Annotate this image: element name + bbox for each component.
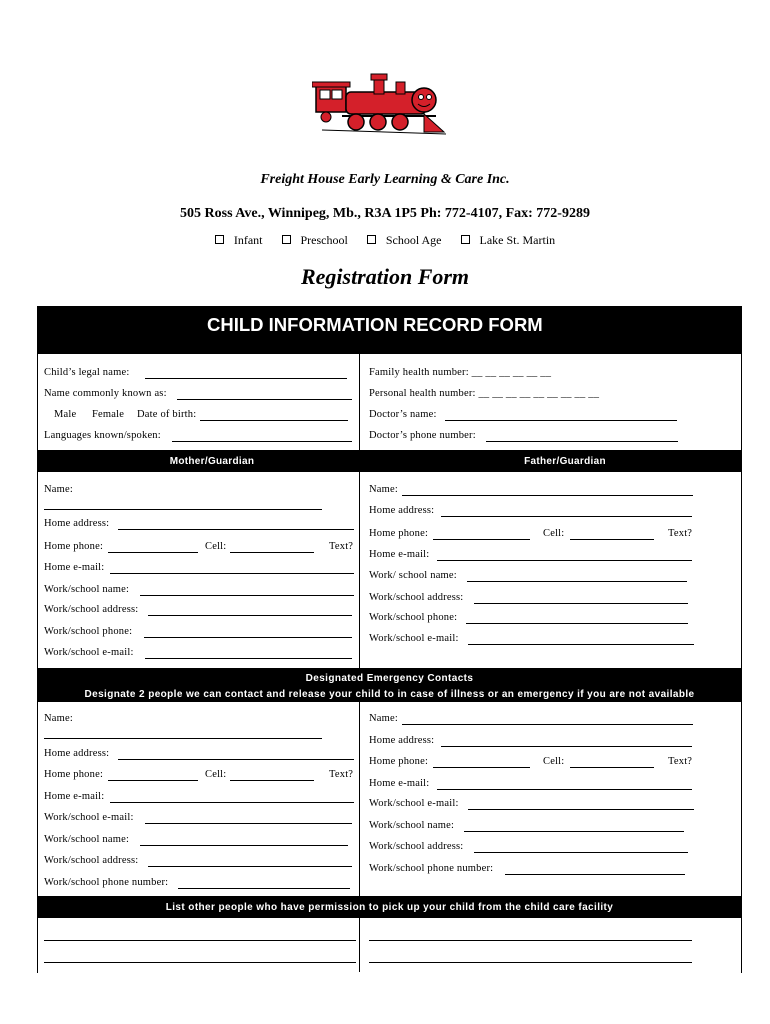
contact1-address-field[interactable] bbox=[118, 759, 354, 760]
parents-header bbox=[37, 450, 742, 472]
form-title: Registration Form bbox=[300, 264, 470, 289]
contact2-name-field[interactable] bbox=[402, 724, 693, 725]
pickup-line[interactable] bbox=[44, 940, 356, 941]
program-label: School Age bbox=[385, 233, 442, 247]
contact1-work-email-field[interactable] bbox=[145, 823, 352, 824]
father-work-phone-field[interactable] bbox=[466, 623, 688, 624]
contact2-text-label: Text? bbox=[668, 756, 693, 767]
checkbox-infant[interactable] bbox=[215, 235, 224, 244]
doctor-name-field[interactable] bbox=[445, 420, 677, 421]
father-text-label: Text? bbox=[668, 528, 693, 539]
mother-work-name-field[interactable] bbox=[140, 595, 354, 596]
contact2-cell-label: Cell: bbox=[543, 756, 565, 767]
child-legal-name-label: Child’s legal name: bbox=[44, 367, 130, 378]
mother-email-field[interactable] bbox=[110, 573, 354, 574]
divider bbox=[359, 354, 360, 450]
contact2-work-phone-field[interactable] bbox=[505, 874, 685, 875]
contact2-cell-field[interactable] bbox=[570, 767, 654, 768]
contact1-name-field[interactable] bbox=[44, 738, 322, 739]
mother-work-address-field[interactable] bbox=[148, 615, 352, 616]
divider bbox=[359, 472, 360, 668]
program-label: Preschool bbox=[300, 233, 348, 247]
emergency-subtitle: Designate 2 people we can contact and release your child to in case of illness or an emergency if you are not available bbox=[84, 689, 695, 700]
contact2-address-label: Home address: bbox=[369, 735, 435, 746]
contact2-email-label: Home e-mail: bbox=[369, 778, 430, 789]
checkbox-lake-st-martin[interactable] bbox=[461, 235, 470, 244]
father-work-name-field[interactable] bbox=[467, 581, 687, 582]
contact1-email-field[interactable] bbox=[110, 802, 354, 803]
father-work-address-field[interactable] bbox=[474, 603, 688, 604]
mother-phone-label: Home phone: bbox=[44, 541, 104, 552]
contact1-work-name-label: Work/school name: bbox=[44, 834, 130, 845]
contact2-phone-field[interactable] bbox=[433, 767, 530, 768]
contact1-work-address-label: Work/school address: bbox=[44, 855, 139, 866]
mother-phone-field[interactable] bbox=[108, 552, 198, 553]
doctor-name-label: Doctor’s name: bbox=[369, 409, 437, 420]
pickup-line[interactable] bbox=[44, 962, 356, 963]
program-label: Lake St. Martin bbox=[479, 233, 556, 247]
emergency-title: Designated Emergency Contacts bbox=[305, 673, 474, 684]
contact1-work-email-label: Work/school e-mail: bbox=[44, 812, 134, 823]
doctor-phone-label: Doctor’s phone number: bbox=[369, 430, 476, 441]
pickup-header bbox=[37, 896, 742, 918]
father-name-label: Name: bbox=[369, 484, 398, 495]
mother-work-address-label: Work/school address: bbox=[44, 604, 139, 615]
family-health-label: Family health number: __ __ __ __ __ __ bbox=[369, 367, 552, 378]
mother-work-name-label: Work/school name: bbox=[44, 584, 130, 595]
female-label: Female bbox=[92, 409, 125, 420]
mother-cell-field[interactable] bbox=[230, 552, 314, 553]
child-legal-name-field[interactable] bbox=[145, 378, 347, 379]
mother-title: Mother/Guardian bbox=[169, 456, 255, 467]
org-address: 505 Ross Ave., Winnipeg, Mb., R3A 1P5 Ph: 772-4107, Fax: 772-9289 bbox=[180, 206, 590, 221]
section-title: CHILD INFORMATION RECORD FORM bbox=[207, 314, 543, 335]
father-work-address-label: Work/school address: bbox=[369, 592, 464, 603]
mother-name-label: Name: bbox=[44, 484, 73, 495]
contact1-phone-label: Home phone: bbox=[44, 769, 104, 780]
contact2-address-field[interactable] bbox=[441, 746, 692, 747]
contact1-email-label: Home e-mail: bbox=[44, 791, 105, 802]
contact2-work-address-field[interactable] bbox=[474, 852, 688, 853]
contact2-work-address-label: Work/school address: bbox=[369, 841, 464, 852]
contact2-email-field[interactable] bbox=[437, 789, 692, 790]
father-email-field[interactable] bbox=[437, 560, 692, 561]
contact1-phone-field[interactable] bbox=[108, 780, 198, 781]
mother-work-email-label: Work/school e-mail: bbox=[44, 647, 134, 658]
pickup-line[interactable] bbox=[369, 940, 692, 941]
contact2-work-name-label: Work/school name: bbox=[369, 820, 455, 831]
dob-label: Date of birth: bbox=[137, 409, 197, 420]
father-work-phone-label: Work/school phone: bbox=[369, 612, 458, 623]
male-label: Male bbox=[54, 409, 77, 420]
program-label: Infant bbox=[233, 233, 263, 247]
contact1-work-name-field[interactable] bbox=[140, 845, 348, 846]
contact2-work-email-label: Work/school e-mail: bbox=[369, 798, 459, 809]
dob-field[interactable] bbox=[200, 420, 348, 421]
mother-work-phone-field[interactable] bbox=[144, 637, 352, 638]
father-work-email-field[interactable] bbox=[468, 644, 694, 645]
divider bbox=[359, 918, 360, 972]
father-name-field[interactable] bbox=[402, 495, 693, 496]
father-email-label: Home e-mail: bbox=[369, 549, 430, 560]
mother-name-field[interactable] bbox=[44, 509, 322, 510]
contact1-cell-label: Cell: bbox=[205, 769, 227, 780]
known-as-label: Name commonly known as: bbox=[44, 388, 167, 399]
program-options bbox=[0, 233, 770, 248]
father-phone-label: Home phone: bbox=[369, 528, 429, 539]
known-as-field[interactable] bbox=[177, 399, 352, 400]
mother-address-label: Home address: bbox=[44, 518, 110, 529]
org-name: Freight House Early Learning & Care Inc. bbox=[260, 172, 510, 187]
father-cell-field[interactable] bbox=[570, 539, 654, 540]
contact1-work-phone-field[interactable] bbox=[178, 888, 350, 889]
emergency-header bbox=[37, 668, 742, 702]
languages-field[interactable] bbox=[172, 441, 352, 442]
contact2-work-email-field[interactable] bbox=[468, 809, 694, 810]
section-header bbox=[37, 306, 742, 354]
contact1-address-label: Home address: bbox=[44, 748, 110, 759]
father-phone-field[interactable] bbox=[433, 539, 530, 540]
contact2-phone-label: Home phone: bbox=[369, 756, 429, 767]
contact1-work-address-field[interactable] bbox=[148, 866, 352, 867]
mother-work-email-field[interactable] bbox=[145, 658, 352, 659]
father-address-field[interactable] bbox=[441, 516, 692, 517]
doctor-phone-field[interactable] bbox=[486, 441, 678, 442]
contact1-work-phone-label: Work/school phone number: bbox=[44, 877, 169, 888]
personal-health-label: Personal health number: __ __ __ __ __ __ __ __ __ bbox=[369, 388, 600, 399]
mother-cell-label: Cell: bbox=[205, 541, 227, 552]
father-work-name-label: Work/ school name: bbox=[369, 570, 457, 581]
contact2-work-phone-label: Work/school phone number: bbox=[369, 863, 494, 874]
mother-text-label: Text? bbox=[329, 541, 354, 552]
contact1-name-label: Name: bbox=[44, 713, 73, 724]
father-work-email-label: Work/school e-mail: bbox=[369, 633, 459, 644]
father-address-label: Home address: bbox=[369, 505, 435, 516]
train-logo-icon bbox=[312, 70, 448, 142]
checkbox-school-age[interactable] bbox=[367, 235, 376, 244]
father-cell-label: Cell: bbox=[543, 528, 565, 539]
mother-email-label: Home e-mail: bbox=[44, 562, 105, 573]
father-title: Father/Guardian bbox=[524, 456, 606, 467]
pickup-title: List other people who have permission to pick up your child from the child care facility bbox=[165, 902, 614, 913]
mother-work-phone-label: Work/school phone: bbox=[44, 626, 133, 637]
divider bbox=[359, 702, 360, 896]
checkbox-preschool[interactable] bbox=[282, 235, 291, 244]
contact1-cell-field[interactable] bbox=[230, 780, 314, 781]
contact2-work-name-field[interactable] bbox=[464, 831, 684, 832]
languages-label: Languages known/spoken: bbox=[44, 430, 161, 441]
mother-address-field[interactable] bbox=[118, 529, 354, 530]
contact1-text-label: Text? bbox=[329, 769, 354, 780]
contact2-name-label: Name: bbox=[369, 713, 398, 724]
pickup-line[interactable] bbox=[369, 962, 692, 963]
